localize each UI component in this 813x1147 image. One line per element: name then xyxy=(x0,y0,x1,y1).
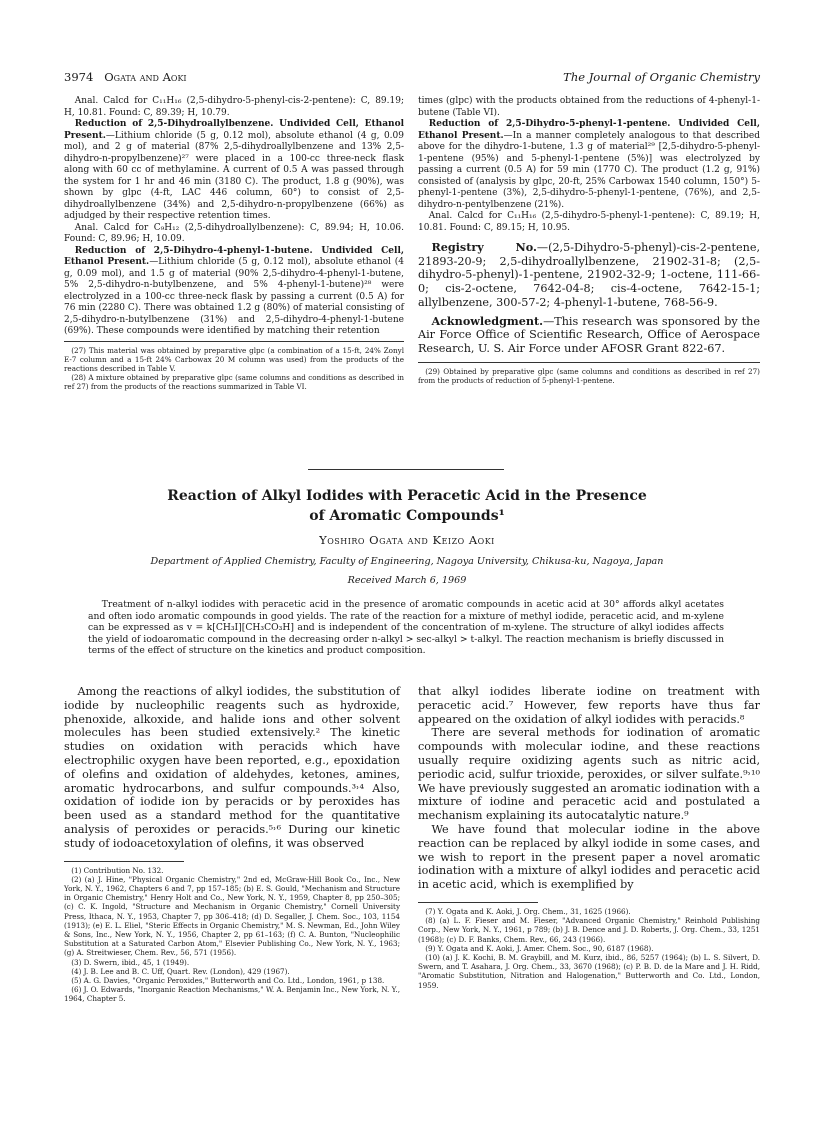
journal-name: The Journal of Organic Chemistry xyxy=(563,70,760,84)
title-line: Reaction of Alkyl Iodides with Peracetic Acid in the Presence xyxy=(167,488,647,504)
footnote: (9) Y. Ogata and K. Aoki, J. Amer. Chem. Soc., 90, 6187 (1968). xyxy=(425,943,654,953)
running-authors: Ogata and Aoki xyxy=(104,70,187,84)
experimental-paragraph xyxy=(64,119,404,223)
body-right-column xyxy=(418,685,760,990)
footnotes xyxy=(418,907,760,990)
footnote-rule xyxy=(64,861,184,862)
section-heading: Reduction of 2,5-Dihydro-5-phenyl-1-pentene. Undivided Cell, Ethanol Present. xyxy=(418,119,760,141)
body-paragraph: There are several methods for iodination of aromatic compounds with molecular iodine, and these reactions usually require oxidizing agents such as nitric acid, periodic acid, sulfur trioxide, peroxides, or silver sulfate.⁹˒¹⁰ We have previously suggested an aromatic iodination with a mixture of iodine and peracetic acid and postulated a mechanism explaining its autocatalytic nature.⁹ xyxy=(418,726,760,823)
acknowledgment-paragraph xyxy=(418,315,760,356)
footnotes xyxy=(418,367,760,385)
footnote-rule xyxy=(418,902,538,903)
analysis-paragraph: Anal. Calcd for C₁₁H₁₆ (2,5-dihydro-5-phenyl-cis-2-pentene): C, 89.19; H, 10.81. Found: C, 89.39; H, 10.79. xyxy=(64,96,404,118)
received-date: Received March 6, 1969 xyxy=(347,575,467,586)
footnote-rule xyxy=(418,362,760,363)
title-line: of Aromatic Compounds¹ xyxy=(309,508,505,524)
body-paragraph: Among the reactions of alkyl iodides, the substitution of iodide by nucleophilic reagents such as hydroxide, phenoxide, alkoxide, and halide ions and other solvent molecules has been studied extensively.² The kinetic studies on oxidation with peracids which have electrophilic oxygen have been reported, e.g., epoxidation of olefins and oxidation of aldehydes, ketones, amines, aromatic hydrocarbons, and sulfur compounds.³˒⁴ Also, oxidation of iodide ion by peracids or by peroxides has been used as a standard method for the quantitative analysis of peroxides or peracids.⁵˒⁶ During our kinetic study of iodoacetoxylation of olefins, it was observed xyxy=(64,685,400,850)
running-header xyxy=(64,70,760,88)
footnote: (5) A. G. Davies, "Organic Peroxides," Butterworth and Co. Ltd., London, 1961, p 138. xyxy=(71,976,385,985)
experimental-paragraph xyxy=(64,246,404,338)
footnotes xyxy=(64,346,404,392)
section-heading: Reduction of 2,5-Dihydroallylbenzene. Undivided Cell, Ethanol Present. xyxy=(64,119,404,141)
footnote: (6) J. O. Edwards, "Inorganic Reaction Mechanisms," W. A. Benjamin Inc., New York, N. Y., 1964, Chapter 5. xyxy=(64,985,400,1004)
footnote: (4) J. B. Lee and B. C. Uff, Quart. Rev. (London), 429 (1967). xyxy=(71,966,290,976)
continued-paragraph: times (glpc) with the products obtained from the reductions of 4-phenyl-1-butene (Table VI). xyxy=(418,96,760,118)
footnote: (2) (a) J. Hine, "Physical Organic Chemistry," 2nd ed, McGraw-Hill Book Co., Inc., New York, N. Y., 1962, Chapters 6 and 7, pp 157–185; (b) E. S. Gould, "Mechanism and Structure in Organic Chemistry," Henry Holt and Co., New York, N. Y., 1959, Chapter 8, pp 250–305; (c) C. K. Ingold, "Structure and Mechanism in Organic Chemistry," Cornell University Press, Ithaca, N. Y., 1953, Chapter 7, pp 306–418; (d) D. Segaller, J. Chem. Soc., 103, 1154 (1913); (e) E. L. Eliel, "Steric Effects in Organic Chemistry," M. S. Newman, Ed., John Wiley & Sons, Inc., New York, N. Y., 1956, Chapter 2, pp 61–163; (f) C. A. Bunton, "Nucleophilic Substitution at a Saturated Carbon Atom," Elsevier Publishing Co., New York, N. Y., 1963; (g) A. Streitwieser, Chem. Rev., 56, 571 (1956). xyxy=(64,874,400,958)
acknowledgment-heading: Acknowledgment. xyxy=(431,313,544,328)
header-left xyxy=(64,70,187,84)
abstract xyxy=(88,599,724,657)
body-text xyxy=(418,685,760,892)
affiliation: Department of Applied Chemistry, Faculty of Engineering, Nagoya University, Chikusa-ku, Nagoya, Japan xyxy=(150,556,664,567)
registry-paragraph xyxy=(418,241,760,310)
article-authors: Yoshiro Ogata and Keizo Aoki xyxy=(319,533,495,547)
footnote: (29) Obtained by preparative glpc (same columns and conditions as described in ref 27) from the products of reduction of 5-phenyl-1-pentene. xyxy=(418,366,760,385)
registry-heading: Registry No. xyxy=(431,240,537,254)
footnote: (27) This material was obtained by preparative glpc (a combination of a 15-ft, 24% Zonyl E-7 column and a 15-ft 24% Carbowax 20 M column was used) from the products of the reactions described in Table V. xyxy=(64,345,404,373)
abstract-text: Treatment of n-alkyl iodides with peracetic acid in the presence of aromatic compounds in acetic acid at 30° affords alkyl acetates and often iodo aromatic compounds in good yields. The rate of the reaction for a mixture of methyl iodide, peracetic acid, and m-xylene can be expressed as v = k[CH₃I][CH₃CO₃H] and is independent of the concentration of m-xylene. The structure of alkyl iodides affects the yield of iodoaromatic compound in the decreasing order n-alkyl > sec-alkyl > t-alkyl. The reaction mechanism is briefly discussed in terms of the effect of structure on the kinetics and product composition. xyxy=(88,599,724,657)
footnote: (8) (a) L. F. Fieser and M. Fieser, "Advanced Organic Chemistry," Reinhold Publishing Corp., New York, N. Y., 1961, p 789; (b) J. B. Dence and J. D. Roberts, J. Org. Chem., 33, 1251 (1968); (c) D. F. Banks, Chem. Rev., 66, 243 (1966). xyxy=(418,916,760,944)
article-title xyxy=(64,486,750,526)
analysis-paragraph: Anal. Calcd for C₉H₁₂ (2,5-dihydroallylbenzene): C, 89.94; H, 10.06. Found: C, 89.96; H, 10.09. xyxy=(64,222,404,244)
footnote: (28) A mixture obtained by preparative glpc (same columns and conditions as described in ref 27) from the products of the reactions summarized in Table VI. xyxy=(64,373,404,392)
body-text xyxy=(64,685,400,851)
footnote: (3) D. Swern, ibid., 45, 1 (1949). xyxy=(71,957,190,967)
analysis-paragraph: Anal. Calcd for C₁₁H₁₆ (2,5-dihydro-5-phenyl-1-pentene): C, 89.19; H, 10.81. Found: C, 89.15; H, 10.95. xyxy=(418,211,760,233)
footnote: (10) (a) J. K. Kochi, B. M. Graybill, and M. Kurz, ibid., 86, 5257 (1964); (b) L. S. Silvert, D. Swern, and T. Asahara, J. Org. Chem., 33, 3670 (1968); (c) P. B. D. de la Mare and J. H. Ridd, "Aromatic Substitution, Nitration and Halogenation," Butterworth and Co. Ltd., London, 1959. xyxy=(418,952,760,990)
section-text: —Lithium chloride (5 g, 0.12 mol), absolute ethanol (4 g, 0.09 mol), and 1.5 g of material (90% 2,5-dihydro-4-phenyl-1-butene, 5% 2,5-dihydro-n-butylbenzene, and 5% 4-phenyl-1-butene)²⁸ were electrolyzed in a 100-cc three-neck flask by passing a current (0.5 A) for 76 min (2280 C). There was obtained 1.2 g (80%) of material consisting of 2,5-dihydro-n-butylbenzene (31%) and 2,5-dihydro-4-phenyl-1-butene (69%). These compounds were identified by matching their retention xyxy=(64,257,404,336)
acknowledgment-text: —This research was sponsored by the Air Force Office of Scientific Research, Office of Aerospace Research, U. S. Air Force under AFOSR Grant 822-67. xyxy=(418,314,760,355)
footnote: (1) Contribution No. 132. xyxy=(71,865,164,875)
footnote: (7) Y. Ogata and K. Aoki, J. Org. Chem., 31, 1625 (1966). xyxy=(425,906,631,916)
body-paragraph: We have found that molecular iodine in the above reaction can be replaced by alkyl iodide in some cases, and we wish to report in the present paper a novel aromatic iodination with a mixture of alkyl iodides and peracetic acid in acetic acid, which is exemplified by xyxy=(418,822,760,892)
footnote-rule xyxy=(64,341,404,342)
article-separator xyxy=(308,469,504,470)
registry-text: —(2,5-Dihydro-5-phenyl)-cis-2-pentene, 21893-20-9; 2,5-dihydroallylbenzene, 21902-31-8; (2,5-dihydro-5-phenyl)-1-pentene, 21902-32-9; 1-octene, 111-66-0; cis-2-octene, 7642-04-8; cis-4-octene, 7642-15-1; allylbenzene, 300-57-2; 4-phenyl-1-butene, 768-56-9. xyxy=(418,241,760,309)
body-left-column xyxy=(64,685,400,1004)
section-text: —Lithium chloride (5 g, 0.12 mol), absolute ethanol (4 g, 0.09 mol), and 2 g of material (87% 2,5-dihydroallylbenzene and 13% 2,5-dihydro-n-propylbenzene)²⁷ were placed in a 100-cc three-neck flask along with 60 cc of methylamine. A current of 0.5 A was passed through the system for 1 hr and 46 min (3180 C). The product, 1.8 g (90%), was shown by glpc (4-ft, LAC 446 column, 60°) to consist of 2,5-dihydroallylbenzene (34%) and 2,5-dihydro-n-propylbenzene (66%) as adjudged by their respective retention times. xyxy=(64,130,404,221)
footnotes xyxy=(64,866,400,1004)
page-number: 3974 xyxy=(64,70,94,84)
previous-article-right-column xyxy=(418,96,760,385)
section-heading: Reduction of 2,5-Dihydro-4-phenyl-1-butene. Undivided Cell, Ethanol Present. xyxy=(64,245,404,267)
section-text: —In a manner completely analogous to that described above for the dihydro-1-butene, 1.3 g of material²⁹ [2,5-dihydro-5-phenyl-1-pentene (95%) and 5-phenyl-1-pentene (5%)] was electrolyzed by passing a current (0.5 A) for 59 min (1770 C). The product (1.2 g, 91%) consisted of (analysis by glpc, 20-ft, 25% Carbowax 1540 column, 150°) 5-phenyl-1-pentene (3%), 2,5-dihydro-5-phenyl-1-pentene, (76%), and 2,5-dihydro-n-pentylbenzene (21%). xyxy=(418,130,760,210)
body-paragraph: that alkyl iodides liberate iodine on treatment with peracetic acid.⁷ However, few reports have thus far appeared on the oxidation of alkyl iodides with peracids.⁸ xyxy=(418,685,760,726)
experimental-paragraph xyxy=(418,119,760,211)
previous-article-left-column xyxy=(64,96,404,392)
